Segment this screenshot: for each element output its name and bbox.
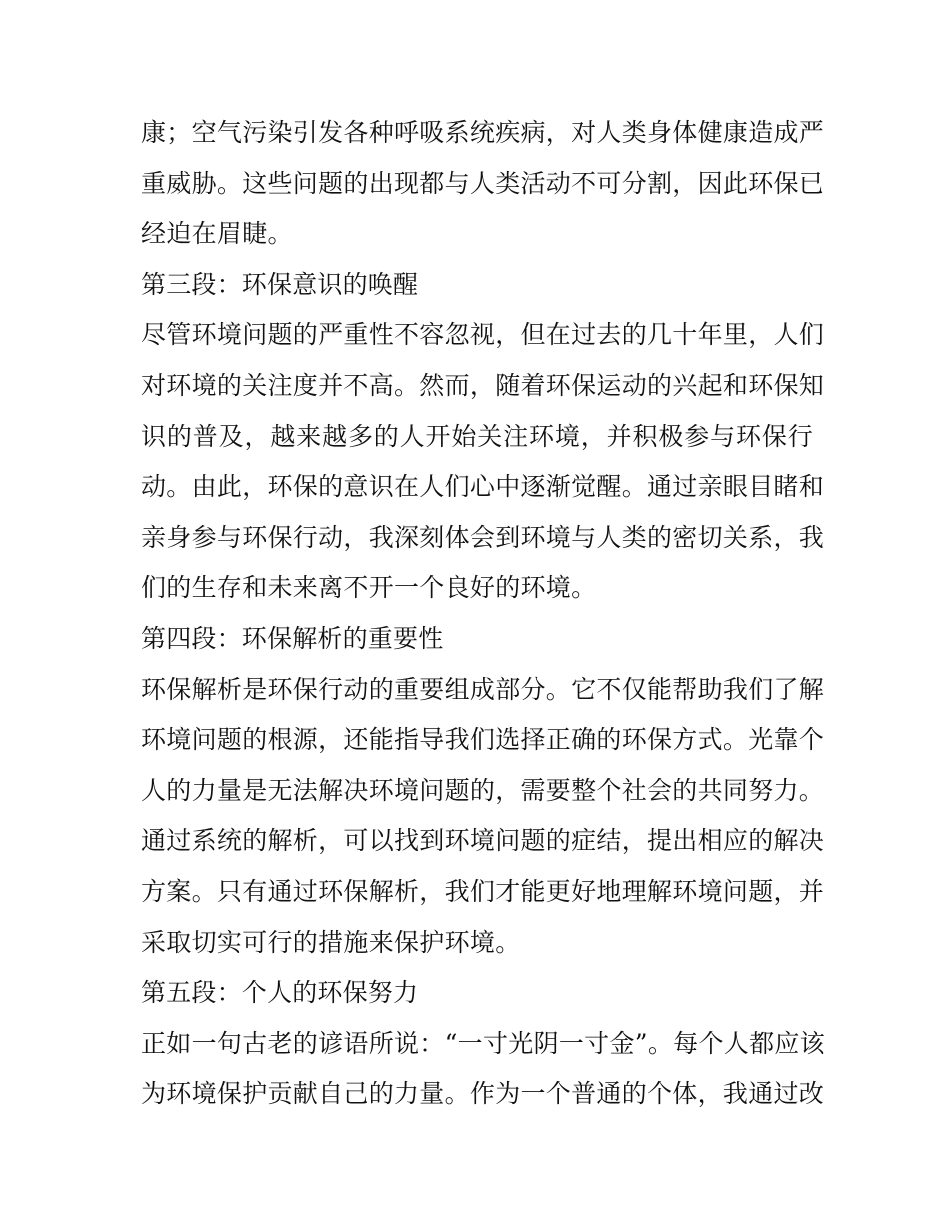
text-line: 亲身参与环保行动，我深刻体会到环境与人类的密切关系，我 xyxy=(141,522,825,552)
heading-text: 第四段：环保解析的重要性 xyxy=(141,623,444,653)
heading-text: 第五段：个人的环保努力 xyxy=(141,978,419,1008)
document-page xyxy=(141,108,825,1120)
section-heading xyxy=(141,260,813,311)
text-line: 动。由此，环保的意识在人们心中逐渐觉醒。通过亲眼目睹和 xyxy=(141,472,825,502)
text-line: 方案。只有通过环保解析，我们才能更好地理解环境问题，并 xyxy=(141,876,825,906)
section-heading xyxy=(141,614,813,665)
text-line: 尽管环境问题的严重性不容忽视，但在过去的几十年里，人们 xyxy=(141,320,825,350)
text-line: 人的力量是无法解决环境问题的，需要整个社会的共同努力。 xyxy=(141,775,825,805)
text-line: 采取切实可行的措施来保护环境。 xyxy=(141,927,521,957)
text-line: 环保解析是环保行动的重要组成部分。它不仅能帮助我们了解 xyxy=(141,674,825,704)
text-line: 重威胁。这些问题的出现都与人类活动不可分割，因此环保已 xyxy=(141,168,825,198)
body-paragraph xyxy=(141,108,825,260)
text-line: 正如一句古老的谚语所说：“一寸光阴一寸金”。每个人都应该 xyxy=(141,1028,825,1058)
text-line: 环境问题的根源，还能指导我们选择正确的环保方式。光靠个 xyxy=(141,725,825,755)
body-paragraph xyxy=(141,310,825,614)
text-line: 为环境保护贡献自己的力量。作为一个普通的个体，我通过改 xyxy=(141,1079,825,1109)
heading-text: 第三段：环保意识的唤醒 xyxy=(141,269,419,299)
text-line: 对环境的关注度并不高。然而，随着环保运动的兴起和环保知 xyxy=(141,370,825,400)
text-line: 康；空气污染引发各种呼吸系统疾病，对人类身体健康造成严 xyxy=(141,118,825,147)
text-line: 识的普及，越来越多的人开始关注环境，并积极参与环保行 xyxy=(141,421,813,451)
text-line: 经迫在眉睫。 xyxy=(141,219,293,249)
body-paragraph xyxy=(141,1019,825,1120)
section-heading xyxy=(141,968,813,1019)
body-paragraph xyxy=(141,665,825,969)
text-line: 通过系统的解析，可以找到环境问题的症结，提出相应的解决 xyxy=(141,826,825,856)
text-line: 们的生存和未来离不开一个良好的环境。 xyxy=(141,573,597,603)
